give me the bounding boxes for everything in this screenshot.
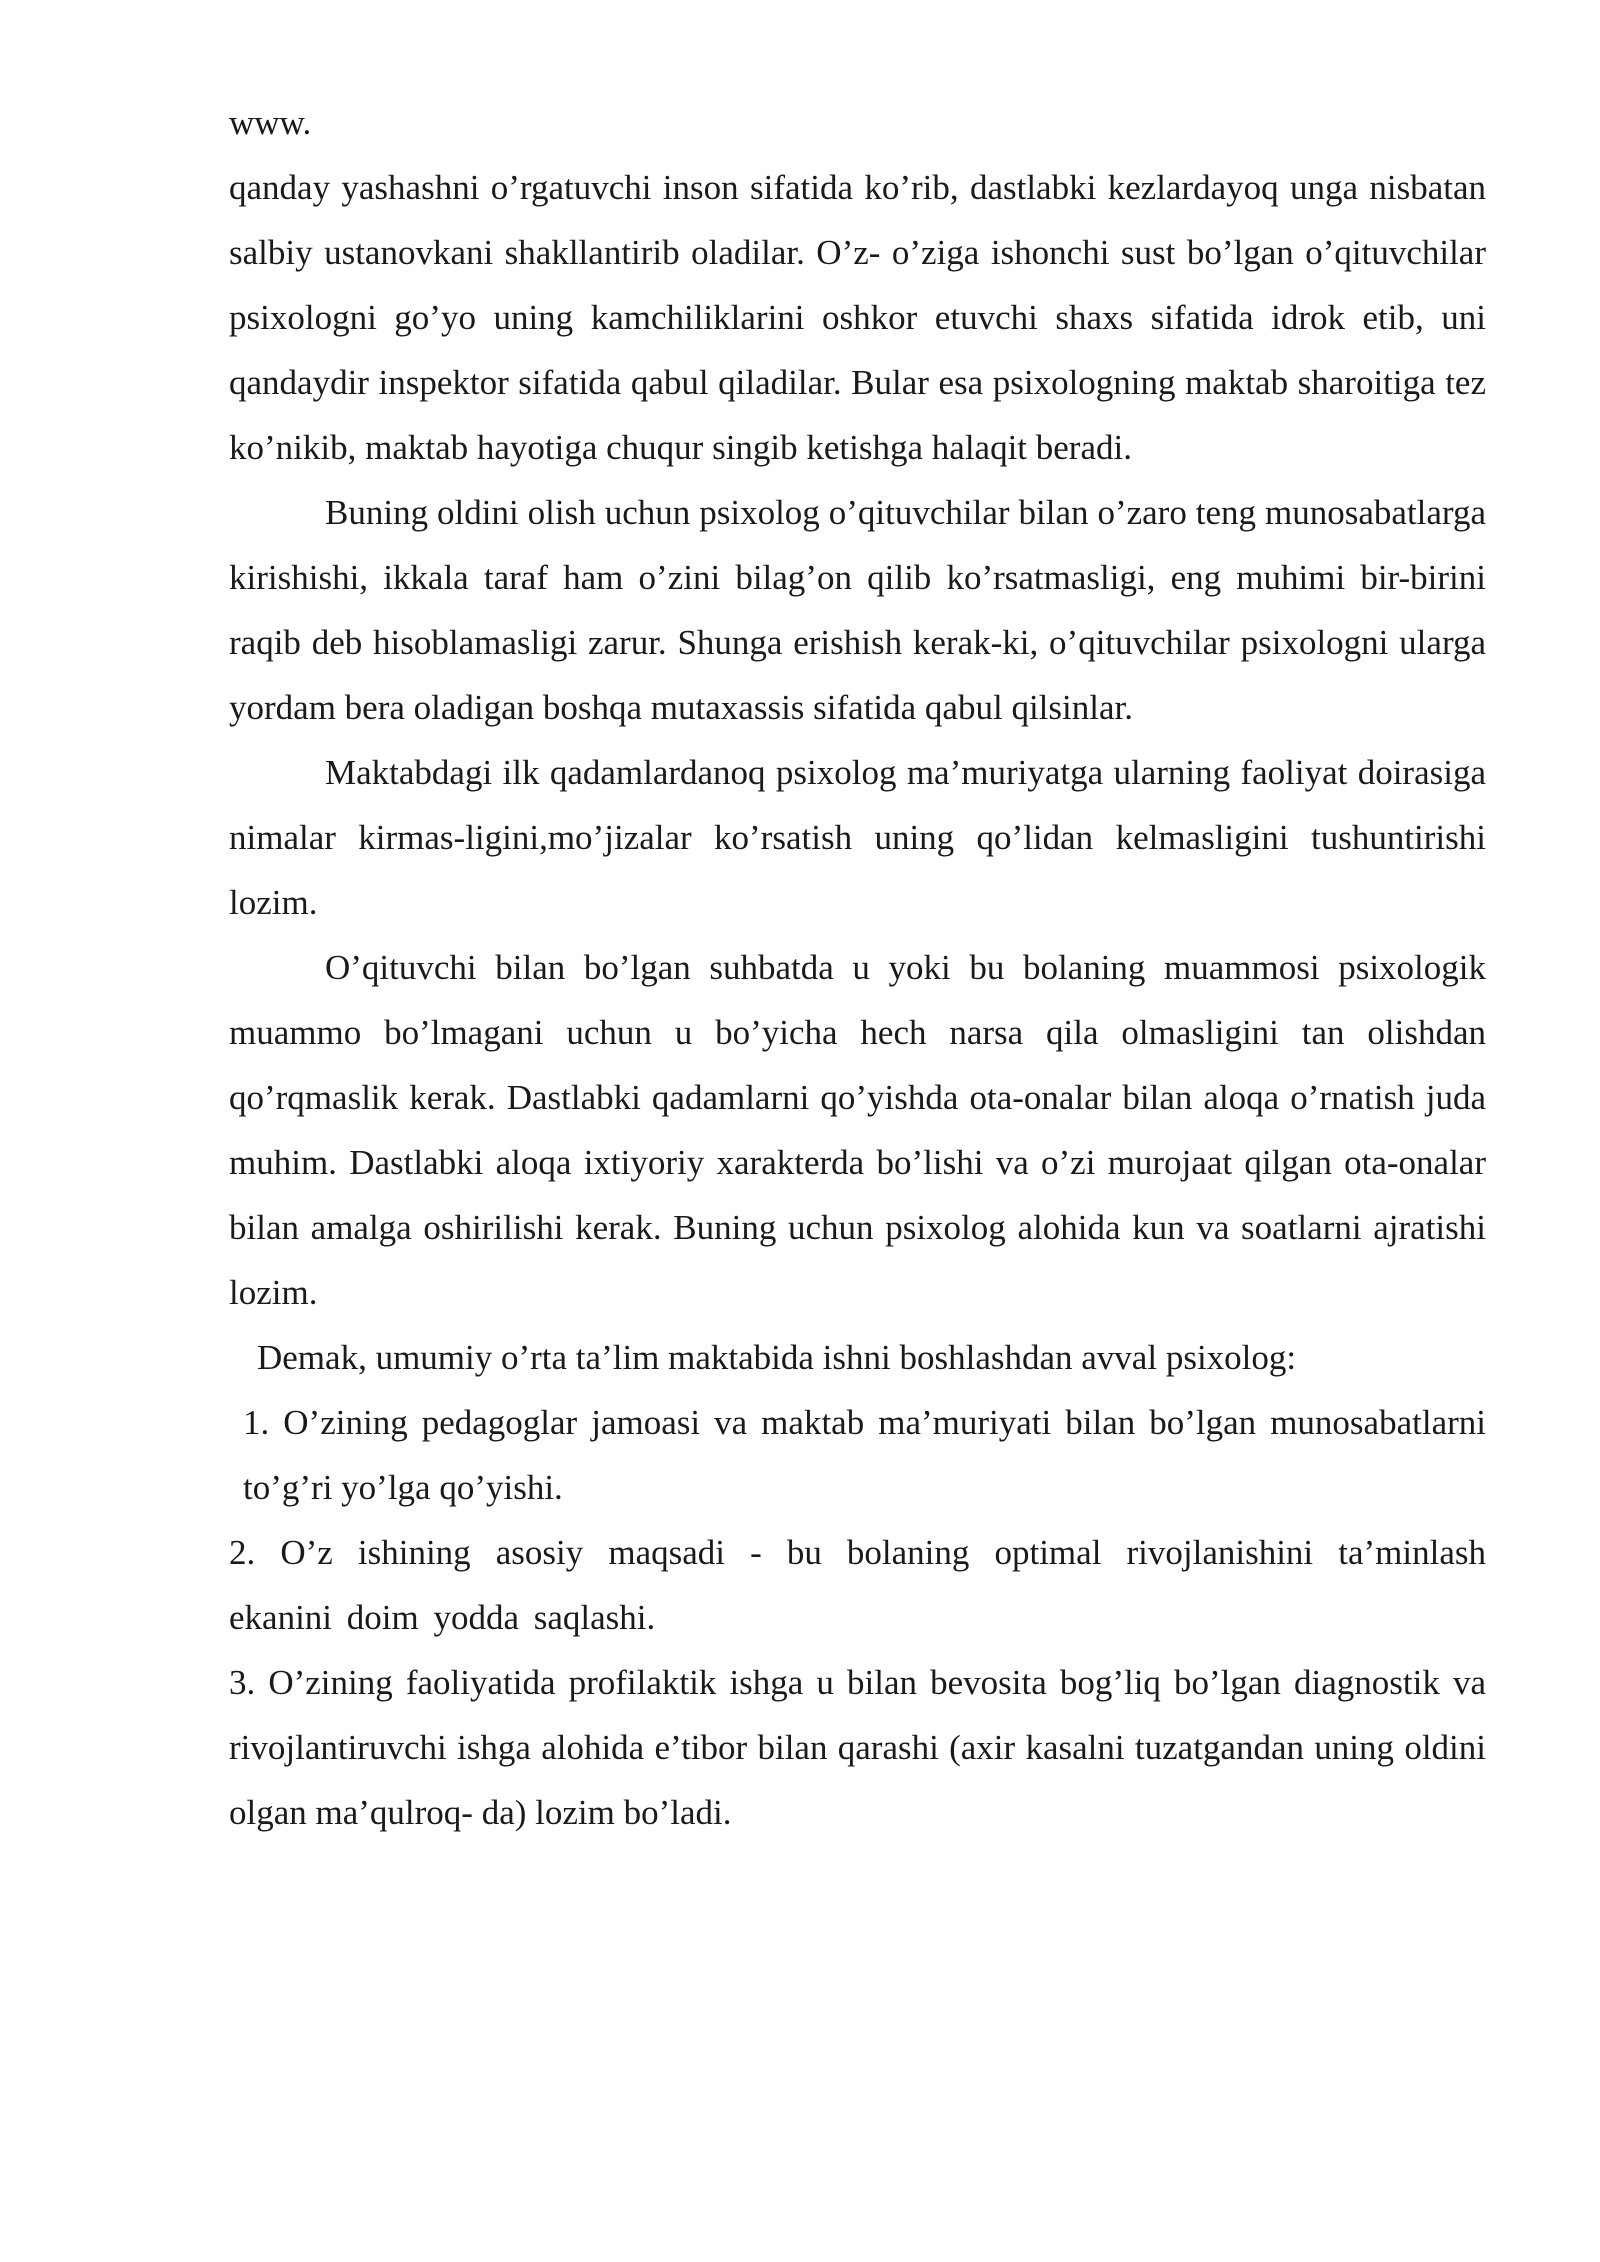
list-item-1: 1. O’zining pedagoglar jamoasi va maktab ma’muriyati bilan bo’lgan munosabatlarni to’g’ri yo’lga qo’yishi. [243, 1403, 1486, 1507]
paragraph-teacher-conversation: O’qituvchi bilan bo’lgan suhbatda u yoki bu bolaning muammosi psixologik muammo bo’lmagani uchun u bo’yicha hech narsa qila olmasligini tan olishdan qo’rqmaslik kerak. Dastlabki qadamlarni qo’yishda ota-onalar bilan aloqa o’rnatish juda muhim. Dastlabki aloqa ixtiyoriy xarakterda bo’lishi va o’zi murojaat qilgan ota-onalar bilan amalga oshirilishi kerak. Buning uchun psixolog alohida kun va soatlarni ajratishi lozim. [229, 948, 1486, 1312]
header-url: www. [229, 103, 312, 142]
list-item-2: 2. O’z ishining asosiy maqsadi - bu bolaning optimal rivojlanishini ta’minlash ekanini doim yodda saqlashi. [229, 1533, 1486, 1637]
paragraph-summary-intro: Demak, umumiy o’rta ta’lim maktabida ishni boshlashdan avval psixolog: [257, 1338, 1297, 1377]
paragraph-equal-relations: Buning oldini olish uchun psixolog o’qituvchilar bilan o’zaro teng munosabatlarga kirishishi, ikkala taraf ham o’zini bilag’on qilib ko’rsatmasligi, eng muhimi bir-birini raqib deb hisoblamasligi zarur. Shunga erishish kerak-ki, o’qituvchilar psixologni ularga yordam bera oladigan boshqa mutaxassis sifatida qabul qilsinlar. [229, 493, 1486, 727]
document-body [229, 90, 1486, 1845]
paragraph-continuation: qanday yashashni o’rgatuvchi inson sifatida ko’rib, dastlabki kezlardayoq unga nisbatan salbiy ustanovkani shakllantirib oladilar. O’z- o’ziga ishonchi sust bo’lgan o’qituvchilar psixologni go’yo uning kamchiliklarini oshkor etuvchi shaxs sifatida idrok etib, uni qandaydir inspektor sifatida qabul qiladilar. Bular esa psixologning maktab sharoitiga tez ko’nikib, maktab hayotiga chuqur singib ketishga halaqit beradi. [229, 168, 1486, 467]
paragraph-first-steps: Maktabdagi ilk qadamlardanoq psixolog ma’muriyatga ularning faoliyat doirasiga nimalar kirmas-ligini,mo’jizalar ko’rsatish uning qo’lidan kelmasligini tushuntirishi lozim. [229, 753, 1486, 922]
list-item-3: 3. O’zining faoliyatida profilaktik ishga u bilan bevosita bog’liq bo’lgan diagnostik va rivojlantiruvchi ishga alohida e’tibor bilan qarashi (axir kasalni tuzatgandan uning oldini olgan ma’qulroq- da) lozim bo’ladi. [229, 1663, 1486, 1832]
